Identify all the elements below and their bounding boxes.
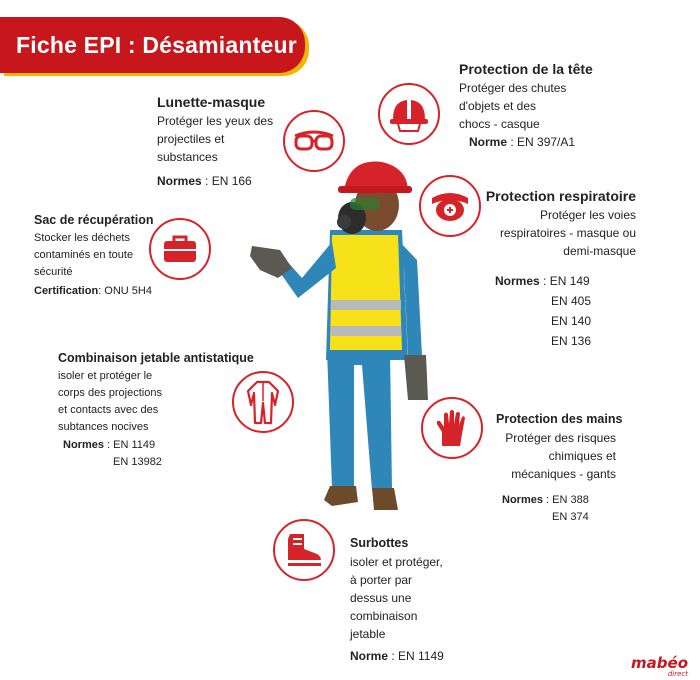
logo-sub: direct	[667, 670, 688, 678]
head-protection-desc: Protéger des chutes d'objets et des chocs - casque	[459, 81, 567, 131]
norm-label: Normes	[157, 174, 202, 188]
norm-value-line: EN 405	[551, 294, 592, 308]
overboots-title: Surbottes	[350, 536, 409, 550]
norm-values: : EN 397/A1	[507, 135, 576, 149]
bag-norm	[34, 283, 164, 300]
respiratory-desc: Protéger les voies respiratoires - masque ou demi-masque	[499, 208, 636, 258]
norm-values: : EN 388	[542, 494, 589, 506]
overboots-block	[350, 534, 460, 665]
norm-values: : ONU 5H4	[98, 285, 152, 297]
title-banner	[0, 17, 305, 73]
hands-desc: Protéger des risques chimiques et mécaniques - gants	[505, 431, 616, 481]
helmet-icon	[378, 83, 440, 145]
head-protection-norm	[459, 133, 694, 151]
goggles-title: Lunette-masque	[157, 94, 266, 110]
respiratory-norm	[495, 271, 615, 351]
overboots-desc: isoler et protéger, à porter par dessus une combinaison jetable	[350, 555, 443, 641]
norm-label: Certification	[34, 285, 99, 297]
respiratory-title: Protection respiratoire	[485, 188, 636, 204]
head-protection-block	[459, 60, 694, 151]
coverall-title: Combinaison jetable antistatique	[58, 351, 254, 365]
norm-value-line: EN 140	[551, 314, 592, 328]
head-protection-title: Protection de la tête	[459, 61, 593, 77]
norm-label: Norme	[350, 649, 389, 663]
norm-label: Norme	[469, 135, 508, 149]
hands-title: Protection des mains	[496, 412, 623, 426]
norm-label: Normes	[63, 439, 104, 451]
bag-title: Sac de récupération	[34, 213, 154, 227]
logo-name: mabéo	[631, 654, 688, 672]
norm-label: Normes	[495, 274, 540, 288]
bag-block	[34, 211, 164, 300]
norm-value-line: EN 136	[551, 334, 592, 348]
norm-values: : EN 1149	[103, 439, 156, 451]
coverall-norm	[63, 437, 183, 471]
page-title: Fiche EPI : Désamianteur	[16, 31, 297, 58]
goggles-desc: Protéger les yeux des projectiles et substances	[157, 114, 274, 164]
worker-illustration	[232, 150, 452, 530]
brand-logo	[631, 653, 688, 678]
norm-values: : EN 149	[539, 274, 590, 288]
bag-desc: Stocker les déchets contaminés en toute sécurité	[34, 232, 134, 278]
respiratory-block	[480, 187, 636, 260]
hands-norm	[502, 492, 622, 526]
norm-value-line: EN 374	[552, 511, 589, 523]
coverall-desc: isoler et protéger le corps des projections et contacts avec des subtances nocives	[58, 370, 162, 433]
coverall-block	[58, 349, 258, 436]
norm-values: : EN 1149	[388, 649, 444, 663]
norm-value-line: EN 13982	[113, 456, 162, 468]
norm-label: Normes	[502, 494, 543, 506]
hands-block	[496, 410, 623, 483]
overboots-norm	[350, 647, 460, 665]
norm-values: : EN 166	[201, 174, 252, 188]
